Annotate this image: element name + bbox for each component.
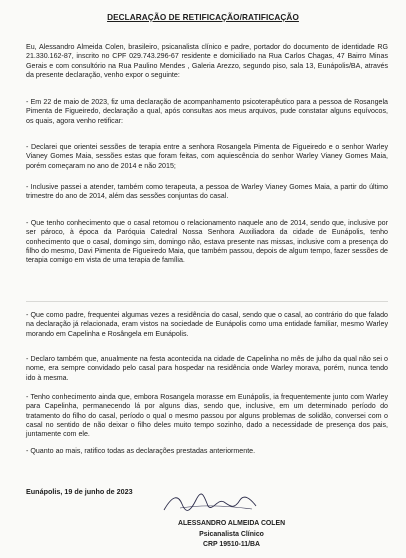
paragraph-ratify: - Quanto ao mais, ratifico todas as declarações prestadas anteriormente. [26, 447, 256, 455]
paragraph-warley-therapy: - Inclusive passei a atender, também como terapeuta, a pessoa de Warley Vianey Gomes Maia, a partir do último trimestre do ano de 2014, além das sessões conjuntas do casal. [26, 183, 388, 201]
paragraph-relationship: - Que tenho conhecimento que o casal retomou o relacionamento naquele ano de 2014, sendo que, inclusive por ser pároco, à época da Paróquia Catedral Nossa Senhora Auxiliadora da cidade de Eunápolis, tenho conhecimento que o casal, domingo sim, domingo não, estava presente nas missas, inclusive com a presença do filho do mesmo, Davi Pimenta de Figueiredo Maia, que também passou, depois de algum tempo, fazer sessões de terapia comigo em vista de uma terapia de família. [26, 219, 388, 265]
paragraph-festival: - Declaro também que, anualmente na festa acontecida na cidade de Capelinha no mês de julho da qual não sei o nome, era sempre convidado pelo casal para hospedar na residência onde Warley morava, porém, nunca tendo ido à mesma. [26, 355, 388, 382]
section-divider [26, 301, 388, 302]
paragraph-intro: Eu, Alessandro Almeida Colen, brasileiro, psicanalista clínico e padre, portador do documento de identidade RG 21.330.162-87, inscrito no CPF 029.743.296-67 residente e domiciliado na Rua Carlos Chagas, 47 Bairro Minas Gerais e com consultório na Rua Paulino Mendes , Galeria Arezzo, segundo piso, sala 13, Eunápolis/BA, através da presente declaração, venho expor o seguinte: [26, 43, 388, 79]
paragraph-retification: - Em 22 de maio de 2023, fiz uma declaração de acompanhamento psicoterapêutico para a pessoa de Rosangela Pimenta de Figueiredo, declaração a qual, após consultas aos meus arquivos, pude constatar alguns equívocos, os quais, agora venho retificar: [26, 98, 388, 125]
paragraph-capelinha: - Tenho conhecimento ainda que, embora Rosangela morasse em Eunápolis, ia frequentemente junto com Warley para Capelinha, permanecendo lá por alguns dias, sendo que, inclusive, em um determinado período do tratamento do filho do casal, período o qual o mesmo passou por alguns problemas de solidão, conversei com o casal no sentido de não deixar o filho deles muito tempo sozinho, dado a necessidade de presença dos pais, juntamente com ele. [26, 393, 388, 439]
paragraph-sessions: - Declarei que orientei sessões de terapia entre a senhora Rosangela Pimenta de Figueiredo e o senhor Warley Vianey Gomes Maia, sessões estas que foram feitas, com aquiescência do senhor Warley Vianey Gomes Maia, porém começaram no ano de 2014 e não 2015; [26, 143, 388, 170]
date-line: Eunápolis, 19 de junho de 2023 [26, 487, 133, 496]
signer-name: ALESSANDRO ALMEIDA COLEN [178, 520, 286, 527]
signer-crp: CRP 19510-11/BA [203, 541, 260, 548]
document-title: DECLARAÇÃO DE RETIFICAÇÃO/RATIFICAÇÃO [107, 13, 299, 22]
paragraph-visits: - Que como padre, frequentei algumas vezes a residência do casal, sendo que o casal, ao contrário do que falado na declaração já relacionada, eram vistos na sociedade de Eunápolis como uma entidade familiar, mesmo Warley morando em Capelinha e Rosângela em Eunápolis. [26, 311, 388, 338]
signer-role: Psicanalista Clínico [199, 530, 264, 538]
signature-block [178, 519, 285, 551]
handwritten-signature [160, 492, 260, 514]
